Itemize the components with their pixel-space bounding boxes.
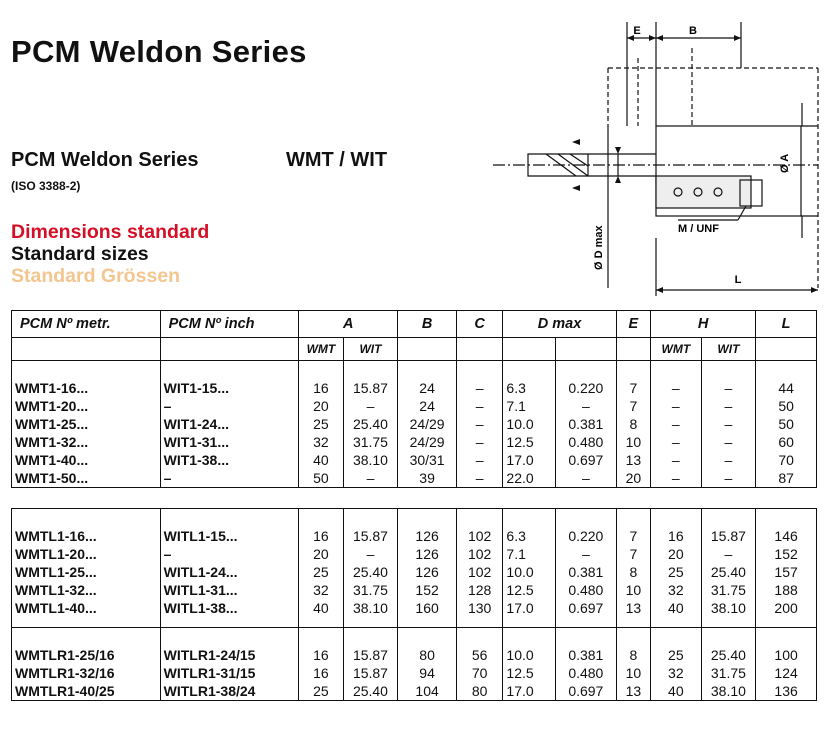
table-cell: 7.1: [503, 545, 556, 563]
table-cell: 102: [456, 527, 503, 545]
table-cell: 20: [651, 545, 702, 563]
table-cell: 10.0: [503, 563, 556, 581]
table-cell: –: [556, 545, 617, 563]
table-cell: 0.480: [556, 664, 617, 682]
table-cell: WMT1-32...: [12, 433, 161, 451]
table-cell: WIT1-24...: [160, 415, 299, 433]
table-row: [12, 682, 817, 701]
table-row: [12, 379, 817, 397]
header-d: D max: [503, 311, 616, 338]
table-cell: –: [456, 397, 503, 415]
table-cell: WMTLR1-25/16: [12, 646, 161, 664]
table-cell: 6.3: [503, 527, 556, 545]
table-cell: 126: [398, 527, 457, 545]
table-cell: WIT1-31...: [160, 433, 299, 451]
table-cell: 70: [756, 451, 817, 469]
table-cell: 0.697: [556, 599, 617, 617]
header-h-wit: WIT: [701, 338, 756, 361]
table-cell: 32: [299, 581, 343, 599]
table-cell: –: [651, 469, 702, 488]
table-cell: 16: [651, 527, 702, 545]
table-cell: 157: [756, 563, 817, 581]
table-cell: 12.5: [503, 433, 556, 451]
table-cell: 25: [651, 563, 702, 581]
table-cell: 13: [616, 599, 650, 617]
table-cell: 31.75: [343, 581, 398, 599]
header-a-wmt: WMT: [299, 338, 343, 361]
table-cell: 87: [756, 469, 817, 488]
heading-english: Dimensions standard: [11, 221, 210, 243]
table-cell: WMT1-20...: [12, 397, 161, 415]
table-body: [12, 361, 817, 701]
table-cell: –: [160, 469, 299, 488]
header-c: C: [456, 311, 503, 338]
table-cell: 20: [299, 397, 343, 415]
table-cell: 7.1: [503, 397, 556, 415]
table-row: [12, 581, 817, 599]
table-cell: –: [651, 397, 702, 415]
dimensions-table: [11, 310, 817, 701]
header-metric: PCM Nº metr.: [12, 311, 161, 338]
table-cell: 15.87: [343, 379, 398, 397]
table-row: [12, 646, 817, 664]
table-cell: –: [701, 379, 756, 397]
table-cell: 24/29: [398, 415, 457, 433]
table-cell: 31.75: [701, 664, 756, 682]
table-cell: 32: [651, 581, 702, 599]
table-cell: 100: [756, 646, 817, 664]
table-cell: 0.697: [556, 682, 617, 701]
header-a-wit: WIT: [343, 338, 398, 361]
table-cell: –: [456, 451, 503, 469]
table-cell: WITLR1-38/24: [160, 682, 299, 701]
table-row: [12, 451, 817, 469]
table-row: [12, 433, 817, 451]
table-cell: 16: [299, 664, 343, 682]
table-cell: 15.87: [343, 527, 398, 545]
table-cell: 13: [616, 682, 650, 701]
table-cell: –: [456, 379, 503, 397]
table-cell: 25: [299, 682, 343, 701]
table-cell: –: [456, 469, 503, 488]
table-cell: WITLR1-24/15: [160, 646, 299, 664]
table-cell: –: [343, 545, 398, 563]
dim-label-d: Ø D max: [593, 225, 605, 270]
table-cell: 32: [299, 433, 343, 451]
table-cell: 44: [756, 379, 817, 397]
dim-label-a: Ø A: [779, 153, 791, 173]
table-cell: –: [456, 433, 503, 451]
table-cell: 50: [299, 469, 343, 488]
table-cell: 25.40: [343, 682, 398, 701]
table-cell: WMTL1-40...: [12, 599, 161, 617]
dim-label-m: M / UNF: [678, 223, 719, 235]
table-cell: WMTL1-16...: [12, 527, 161, 545]
table-cell: 17.0: [503, 682, 556, 701]
table-cell: 0.220: [556, 379, 617, 397]
table-cell: –: [701, 545, 756, 563]
table-cell: 124: [756, 664, 817, 682]
table-cell: WMTL1-20...: [12, 545, 161, 563]
table-cell: WMT1-40...: [12, 451, 161, 469]
dim-label-l: L: [734, 274, 742, 286]
table-cell: –: [556, 397, 617, 415]
table-cell: 25: [299, 415, 343, 433]
table-cell: 25: [299, 563, 343, 581]
table-cell: –: [160, 397, 299, 415]
table-cell: 20: [299, 545, 343, 563]
table-cell: 146: [756, 527, 817, 545]
table-row: [12, 415, 817, 433]
table-cell: 40: [299, 599, 343, 617]
table-cell: –: [343, 397, 398, 415]
table-cell: –: [701, 433, 756, 451]
header-h: H: [651, 311, 756, 338]
table-cell: 40: [651, 599, 702, 617]
table-cell: 17.0: [503, 451, 556, 469]
table-cell: 25.40: [343, 415, 398, 433]
table-cell: 56: [456, 646, 503, 664]
table-cell: WITL1-24...: [160, 563, 299, 581]
header-l: L: [756, 311, 817, 338]
table-cell: 50: [756, 397, 817, 415]
table-cell: 6.3: [503, 379, 556, 397]
table-cell: 38.10: [701, 682, 756, 701]
table-cell: 16: [299, 646, 343, 664]
table-cell: 15.87: [701, 527, 756, 545]
table-cell: 102: [456, 563, 503, 581]
table-cell: 128: [456, 581, 503, 599]
table-cell: 0.480: [556, 581, 617, 599]
table-cell: 126: [398, 545, 457, 563]
heading-german: Standard Grössen: [11, 265, 181, 287]
table-cell: –: [556, 469, 617, 488]
table-cell: WIT1-15...: [160, 379, 299, 397]
table-cell: 16: [299, 379, 343, 397]
table-cell: –: [701, 469, 756, 488]
table-cell: 188: [756, 581, 817, 599]
header-h-wmt: WMT: [651, 338, 702, 361]
table-cell: –: [651, 451, 702, 469]
table-cell: –: [456, 415, 503, 433]
table-cell: 10: [616, 433, 650, 451]
table-cell: –: [651, 379, 702, 397]
series-code: WMT / WIT: [286, 149, 388, 171]
table-cell: –: [701, 397, 756, 415]
heading-french: Standard sizes: [11, 243, 149, 265]
table-cell: 8: [616, 646, 650, 664]
table-cell: –: [160, 545, 299, 563]
table-cell: 10.0: [503, 646, 556, 664]
table-cell: –: [343, 469, 398, 488]
table-cell: 0.697: [556, 451, 617, 469]
table-cell: 200: [756, 599, 817, 617]
table-row: [12, 469, 817, 488]
table-cell: 25.40: [343, 563, 398, 581]
table-cell: 31.75: [343, 433, 398, 451]
table-cell: 15.87: [343, 664, 398, 682]
table-row: [12, 527, 817, 545]
table-cell: 12.5: [503, 581, 556, 599]
table-cell: 24: [398, 379, 457, 397]
table-cell: WITL1-31...: [160, 581, 299, 599]
table-cell: 152: [756, 545, 817, 563]
table-cell: 10: [616, 664, 650, 682]
table-cell: 8: [616, 415, 650, 433]
table-cell: 38.10: [343, 599, 398, 617]
table-cell: 7: [616, 397, 650, 415]
table-cell: 16: [299, 527, 343, 545]
dim-label-b: B: [689, 25, 697, 37]
table-cell: 10: [616, 581, 650, 599]
technical-drawing: [488, 8, 828, 300]
table-cell: 8: [616, 563, 650, 581]
table-cell: 13: [616, 451, 650, 469]
dim-label-e: E: [633, 25, 641, 37]
table-cell: WIT1-38...: [160, 451, 299, 469]
header-e: E: [616, 311, 650, 338]
table-row: [12, 599, 817, 617]
table-cell: 0.220: [556, 527, 617, 545]
table-row: [12, 545, 817, 563]
table-cell: –: [701, 451, 756, 469]
table-cell: 80: [456, 682, 503, 701]
table-cell: 152: [398, 581, 457, 599]
table-cell: 0.480: [556, 433, 617, 451]
header-inch: PCM Nº inch: [160, 311, 299, 338]
table-cell: 0.381: [556, 415, 617, 433]
table-cell: 102: [456, 545, 503, 563]
table-row: [12, 664, 817, 682]
table-cell: 50: [756, 415, 817, 433]
table-cell: 22.0: [503, 469, 556, 488]
table-cell: 31.75: [701, 581, 756, 599]
table-cell: 38.10: [343, 451, 398, 469]
table-cell: WMTLR1-32/16: [12, 664, 161, 682]
table-cell: WITLR1-31/15: [160, 664, 299, 682]
table-cell: 24: [398, 397, 457, 415]
table-cell: –: [651, 415, 702, 433]
table-cell: WMT1-25...: [12, 415, 161, 433]
table-row: [12, 563, 817, 581]
table-cell: 0.381: [556, 646, 617, 664]
table-cell: 15.87: [343, 646, 398, 664]
table-cell: 70: [456, 664, 503, 682]
table-cell: 7: [616, 527, 650, 545]
table-cell: 126: [398, 563, 457, 581]
table-cell: WMTLR1-40/25: [12, 682, 161, 701]
table-cell: 130: [456, 599, 503, 617]
table-cell: WMTL1-32...: [12, 581, 161, 599]
table-cell: WMTL1-25...: [12, 563, 161, 581]
table-cell: 39: [398, 469, 457, 488]
table-cell: 40: [299, 451, 343, 469]
table-cell: 12.5: [503, 664, 556, 682]
series-name: PCM Weldon Series: [11, 149, 199, 171]
table-cell: –: [651, 433, 702, 451]
table-cell: 25: [651, 646, 702, 664]
table-cell: WMT1-50...: [12, 469, 161, 488]
table-cell: 24/29: [398, 433, 457, 451]
table-cell: 136: [756, 682, 817, 701]
table-row: [12, 397, 817, 415]
table-cell: 32: [651, 664, 702, 682]
table-cell: –: [701, 415, 756, 433]
header-b: B: [398, 311, 457, 338]
table-cell: 7: [616, 379, 650, 397]
page-title: PCM Weldon Series: [11, 34, 307, 69]
table-cell: 30/31: [398, 451, 457, 469]
table-cell: 20: [616, 469, 650, 488]
table-cell: 25.40: [701, 646, 756, 664]
table-cell: 160: [398, 599, 457, 617]
iso-standard: (ISO 3388-2): [11, 179, 81, 193]
table-cell: 0.381: [556, 563, 617, 581]
table-cell: WITL1-15...: [160, 527, 299, 545]
series-subtitle: [11, 149, 388, 172]
table-cell: 94: [398, 664, 457, 682]
header-a: A: [299, 311, 398, 338]
table-cell: 7: [616, 545, 650, 563]
table-cell: 40: [651, 682, 702, 701]
table-cell: WMT1-16...: [12, 379, 161, 397]
table-cell: 10.0: [503, 415, 556, 433]
table-cell: WITL1-38...: [160, 599, 299, 617]
table-cell: 60: [756, 433, 817, 451]
table-cell: 38.10: [701, 599, 756, 617]
table-cell: 17.0: [503, 599, 556, 617]
table-cell: 104: [398, 682, 457, 701]
table-cell: 25.40: [701, 563, 756, 581]
table-cell: 80: [398, 646, 457, 664]
